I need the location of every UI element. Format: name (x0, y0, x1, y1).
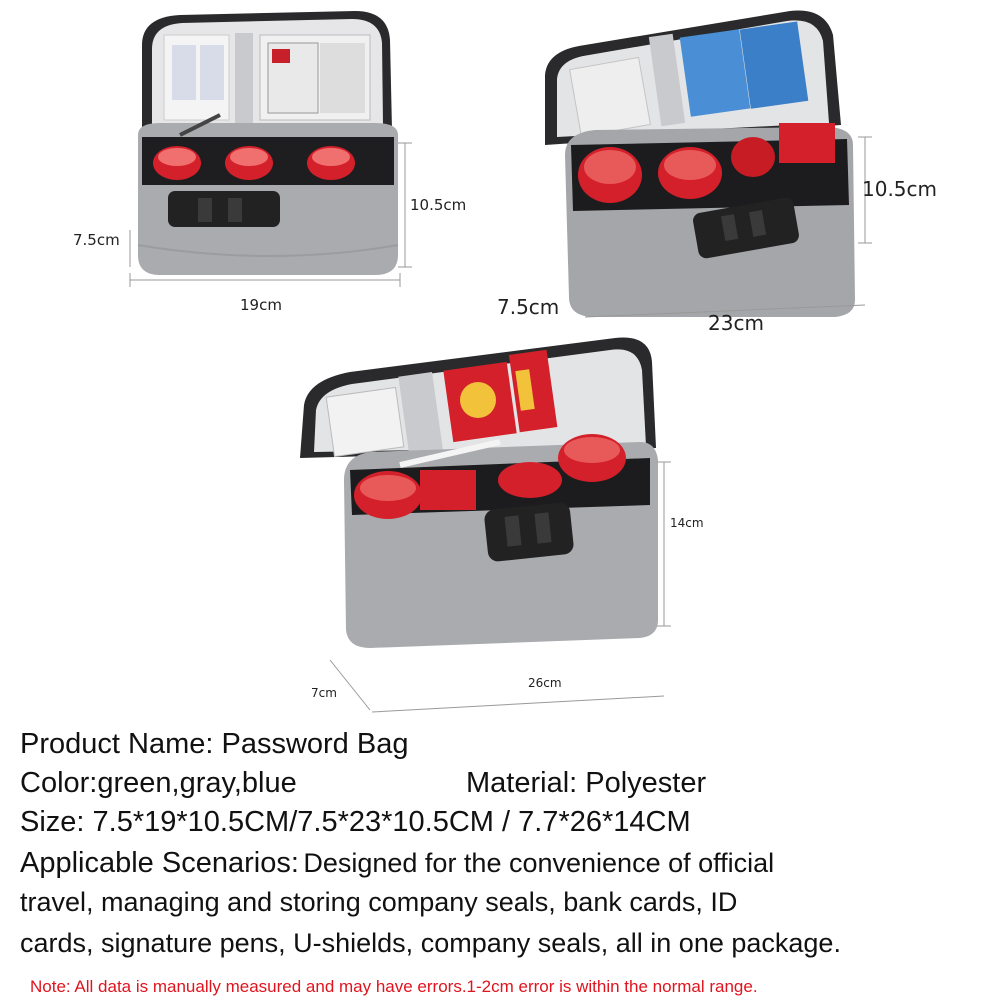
bag2-width-label: 23cm (708, 311, 764, 335)
bag3-height-label: 14cm (670, 516, 704, 530)
bag1-height-label: 10.5cm (410, 196, 467, 214)
product-name: Product Name: Password Bag (20, 728, 409, 760)
material-spec: Material: Polyester (466, 767, 707, 799)
bag-small-photo (120, 5, 420, 305)
bag3-depth-label: 7cm (311, 686, 337, 700)
bag2-height-label: 10.5cm (862, 177, 938, 201)
bag3-width-label: 26cm (528, 676, 562, 690)
bag1-width-label: 19cm (240, 296, 282, 314)
scenarios-line1 (20, 847, 774, 880)
color-spec: Color:green,gray,blue (20, 767, 297, 799)
bag1-depth-label: 7.5cm (73, 231, 120, 249)
bag-medium-photo (535, 5, 875, 325)
bag-large-photo (300, 330, 680, 720)
scenarios-text-3: cards, signature pens, U-shields, company seals, all in one package. (20, 928, 841, 958)
bag2-depth-label: 7.5cm (497, 295, 560, 319)
measurement-note: Note: All data is manually measured and may have errors.1-2cm error is within the normal range. (30, 977, 758, 996)
scenarios-text-1: Designed for the convenience of official (303, 848, 775, 878)
size-spec: Size: 7.5*19*10.5CM/7.5*23*10.5CM / 7.7*26*14CM (20, 806, 691, 838)
scenarios-text-2: travel, managing and storing company seals, bank cards, ID (20, 887, 738, 917)
scenarios-heading: Applicable Scenarios: (20, 847, 299, 879)
